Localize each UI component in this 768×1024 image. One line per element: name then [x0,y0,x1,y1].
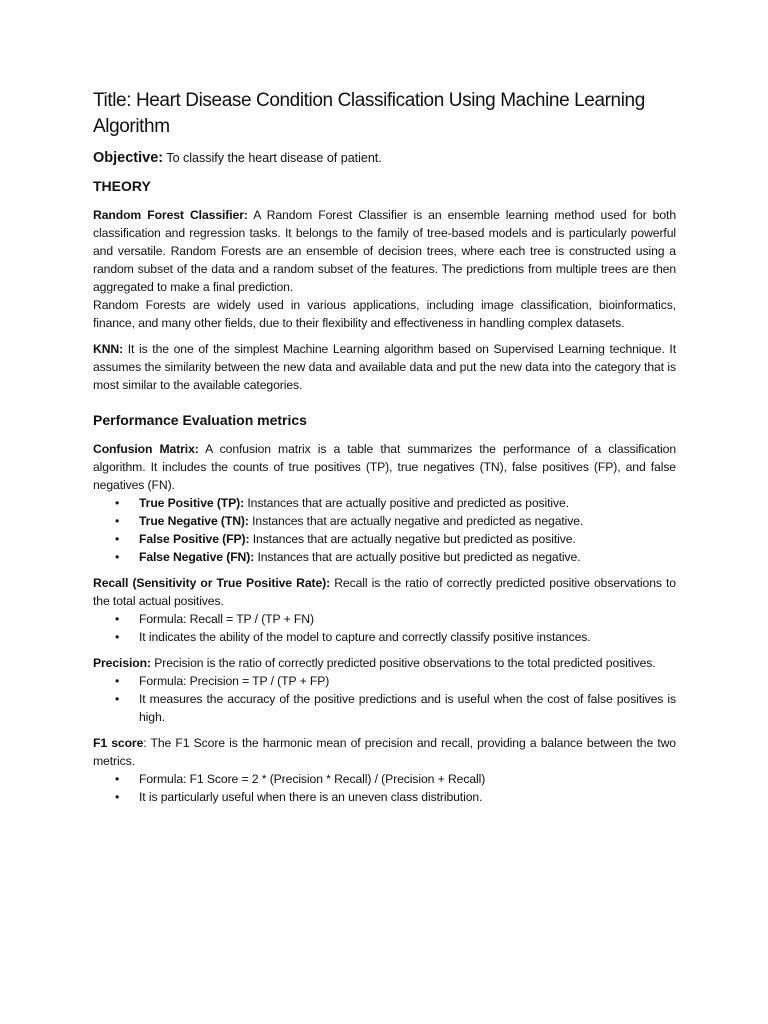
f1-score-list [93,770,676,806]
list-item-text: It indicates the ability of the model to capture and correctly classify positive instances. [139,630,591,644]
f1-score-text: : The F1 Score is the harmonic mean of precision and recall, providing a balance between the two metrics. [93,736,676,768]
knn-label: KNN: [93,342,124,356]
precision-paragraph [93,654,676,672]
document-page [93,88,676,806]
list-item [93,548,676,566]
random-forest-label: Random Forest Classifier: [93,208,248,222]
bullet-icon: • [115,612,120,626]
recall-text: Recall is the ratio of correctly predicted positive observations to the total actual positives. [93,576,676,608]
bullet-icon: • [115,772,120,786]
recall-label: Recall (Sensitivity or True Positive Rate): [93,576,331,590]
list-item [93,672,676,690]
bullet-icon: • [115,674,120,688]
objective-line [93,149,676,167]
recall-list [93,610,676,646]
list-item-text: Instances that are actually positive and predicted as positive. [244,496,569,510]
bullet-icon: • [115,692,120,706]
theory-heading: THEORY [93,178,151,194]
bullet-icon: • [115,790,120,804]
confusion-matrix-label: Confusion Matrix: [93,442,199,456]
confusion-matrix-text: A confusion matrix is a table that summarizes the performance of a classification algorithm. It includes the counts of true positives (TP), true negatives (TN), false positives (FP), and false negatives (FN). [93,442,676,492]
list-item-text: Formula: Recall = TP / (TP + FN) [139,612,314,626]
confusion-matrix-list [93,494,676,566]
bullet-icon: • [115,496,120,510]
list-item [93,690,676,726]
random-forest-applications-paragraph: Random Forests are widely used in various applications, including image classification, bioinformatics, finance, and many other fields, due to their flexibility and effectiveness in handling complex datasets. [93,298,676,330]
bullet-icon: • [115,550,120,564]
recall-paragraph [93,574,676,610]
list-item-text: It measures the accuracy of the positive predictions and is useful when the cost of false positives is high. [139,692,676,724]
knn-text: It is the one of the simplest Machine Learning algorithm based on Supervised Learning technique. It assumes the similarity between the new data and available data and put the new data into the category that is most similar to the available categories. [93,342,676,392]
list-item [93,788,676,806]
bullet-icon: • [115,630,120,644]
list-item [93,770,676,788]
objective-label: Objective: [93,150,164,166]
document-title: Title: Heart Disease Condition Classification Using Machine Learning Algorithm [93,90,645,137]
metrics-heading: Performance Evaluation metrics [93,412,307,428]
f1-score-label: F1 score [93,736,144,750]
list-item-text: Instances that are actually negative and predicted as negative. [248,514,584,528]
list-item-text: Formula: F1 Score = 2 * (Precision * Recall) / (Precision + Recall) [139,772,486,786]
list-item-label: False Negative (FN): [139,550,255,564]
precision-list [93,672,676,726]
list-item [93,628,676,646]
objective-text: To classify the heart disease of patient. [163,151,382,165]
list-item [93,530,676,548]
list-item-text: Formula: Precision = TP / (TP + FP) [139,674,330,688]
list-item-text: It is particularly useful when there is an uneven class distribution. [139,790,483,804]
list-item-text: Instances that are actually negative but predicted as positive. [249,532,576,546]
knn-paragraph [93,340,676,394]
bullet-icon: • [115,514,120,528]
random-forest-text: A Random Forest Classifier is an ensemble learning method used for both classification and regression tasks. It belongs to the family of tree-based models and is particularly powerful and versatile. Random Forests are an ensemble of decision trees, where each tree is constructed using a random subset of the data and a random subset of the features. The predictions from multiple trees are then aggregated to make a final prediction. [93,208,676,294]
confusion-matrix-paragraph [93,440,676,494]
precision-text: Precision is the ratio of correctly predicted positive observations to the total predicted positives. [150,656,656,670]
list-item [93,610,676,628]
list-item-label: True Negative (TN): [139,514,249,528]
list-item [93,494,676,512]
list-item [93,512,676,530]
list-item-label: True Positive (TP): [139,496,245,510]
list-item-text: Instances that are actually positive but predicted as negative. [254,550,581,564]
f1-score-paragraph [93,734,676,770]
random-forest-paragraph [93,206,676,296]
list-item-label: False Positive (FP): [139,532,250,546]
precision-label: Precision: [93,656,151,670]
bullet-icon: • [115,532,120,546]
